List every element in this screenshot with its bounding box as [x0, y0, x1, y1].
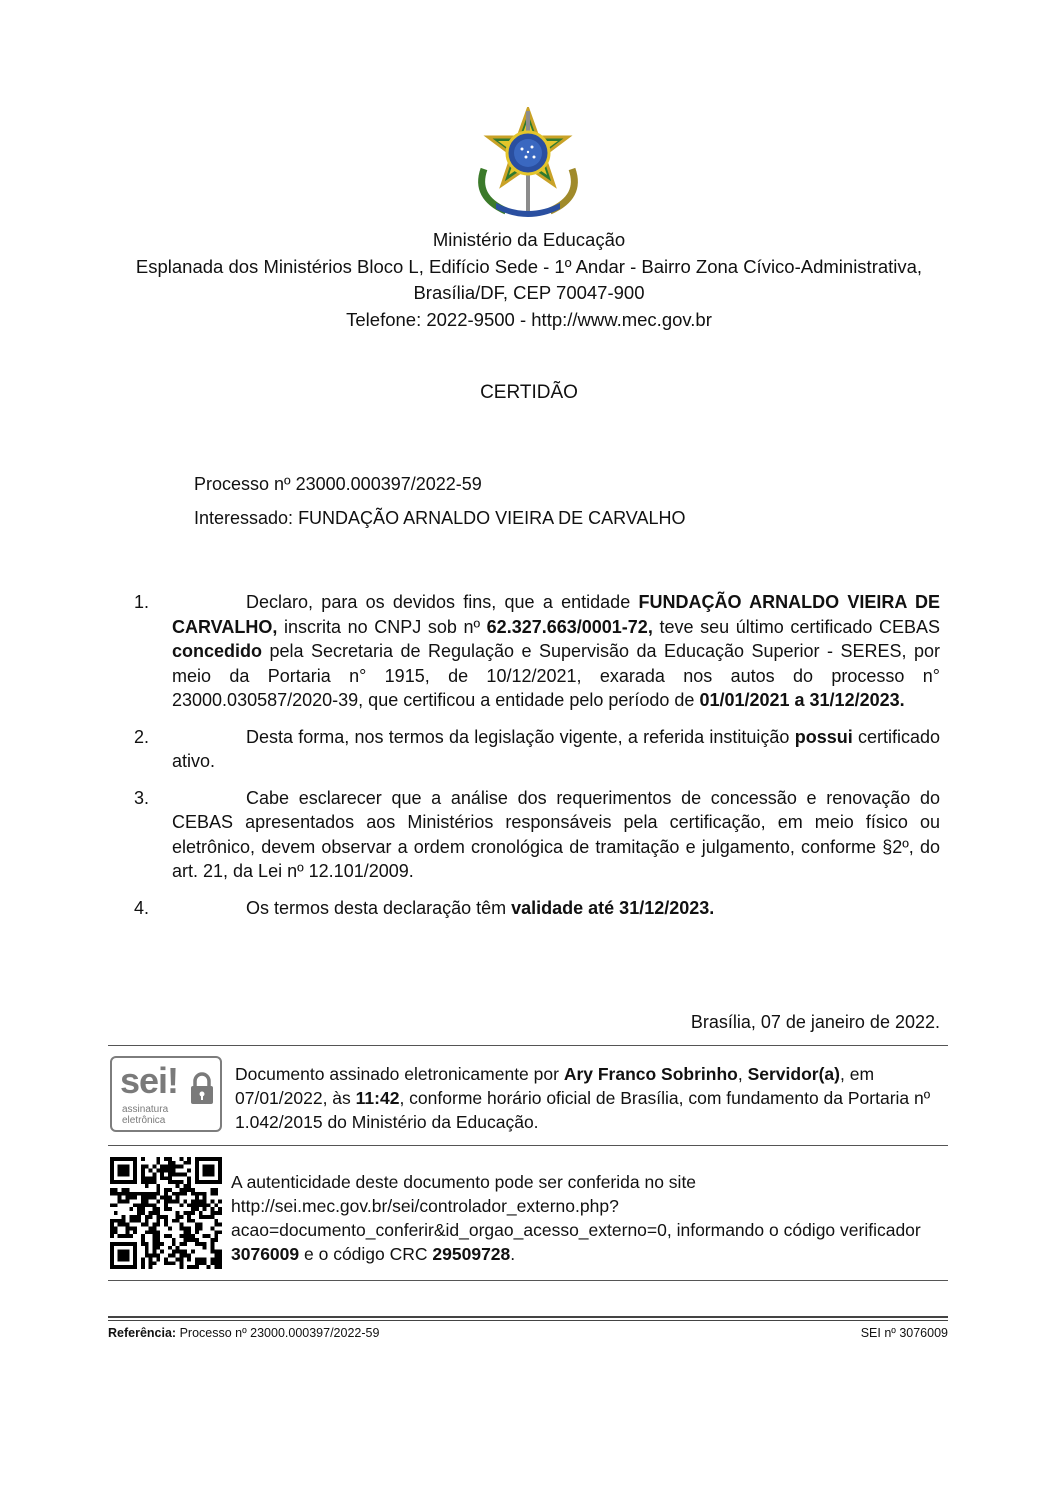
sei-logo-text: sei!: [120, 1060, 179, 1101]
footer-reference: [108, 1326, 379, 1340]
signature-text-segment: , em 07/01/2022, às: [235, 1064, 875, 1108]
declaration-item: [134, 590, 940, 713]
item-number: 1.: [134, 592, 150, 612]
verification-url: http://sei.mec.gov.br/sei/controlador_externo.php?: [231, 1196, 619, 1216]
item-text: [172, 725, 940, 774]
item-number: 4.: [134, 897, 150, 918]
date-line: Brasília, 07 de janeiro de 2022.: [690, 1012, 940, 1032]
qr-code: [110, 1157, 222, 1269]
divider: [108, 1045, 948, 1046]
signer-role: Servidor(a): [747, 1064, 840, 1084]
divider: [108, 1145, 948, 1146]
authenticity-line: acao=documento_conferir&id_orgao_acesso_externo=0, informando o código verificador: [231, 1220, 921, 1240]
authenticity-codes: [231, 1242, 946, 1266]
footer-sei-number: SEI nº 3076009: [860, 1326, 948, 1340]
item-text-segment: teve seu último certificado CEBAS: [652, 616, 941, 637]
authenticity-text-segment: e o código CRC: [299, 1244, 433, 1264]
signature-text-segment: , conforme horário oficial de Brasília, com fundamento da Portaria nº 1.042/2015 do Ministério da Educação.: [235, 1088, 931, 1132]
item-text-segment: Os termos desta declaração têm: [246, 897, 512, 918]
item-text-segment: Cabe esclarecer que a análise dos requerimentos de concessão e renovação do CEBAS apresentados aos Ministérios responsáveis pela certificação, em meio físico ou eletrônico, devem observar a ordem cronológica de tramitação e julgamento, conforme §2º, do art. 21, da Lei nº 12.101/2009.: [172, 787, 940, 881]
validity-period: 01/01/2021 a 31/12/2023.: [699, 690, 905, 710]
entity-name: FUNDAÇÃO ARNALDO VIEIRA DE CARVALHO,: [172, 592, 940, 637]
divider: [108, 1280, 948, 1281]
interested-party: Interessado: FUNDAÇÃO ARNALDO VIEIRA DE CARVALHO: [194, 508, 686, 528]
item-text: [172, 896, 940, 921]
address-line-2: Brasília/DF, CEP 70047-900: [413, 282, 645, 303]
sei-signature-logo: [110, 1056, 222, 1132]
sei-logo-subtitle-line: assinatura: [122, 1104, 169, 1115]
signature-time: 11:42: [355, 1088, 400, 1108]
item-text: [172, 590, 940, 713]
item-text-segment: Declaro, para os devidos fins, que a entidade: [246, 592, 639, 612]
item-number: 3.: [134, 787, 150, 808]
validity-date: validade até 31/12/2023.: [511, 897, 715, 918]
signer-name: Ary Franco Sobrinho: [563, 1064, 738, 1084]
item-number: 2.: [134, 726, 150, 747]
sei-logo-subtitle: [122, 1104, 168, 1126]
authenticity-statement: [231, 1170, 946, 1266]
process-number: Processo nº 23000.000397/2022-59: [194, 474, 482, 494]
declaration-items: [134, 590, 940, 932]
verifier-code: 3076009: [231, 1244, 300, 1264]
signature-text-segment: ,: [737, 1064, 748, 1084]
footer-rule: [108, 1316, 948, 1318]
footer-reference-label: Referência:: [108, 1326, 177, 1340]
letterhead: [60, 227, 998, 333]
status-granted: concedido: [172, 641, 263, 661]
item-text-segment: pela Secretaria de Regulação e Supervisão da Educação Superior - SERES, por meio da Portaria n° 1915, de 10/12/2021, exarada nos autos do processo n° 23000.030587/2020-39, que certificou a entidade pelo período de: [172, 641, 940, 710]
document-title: CERTIDÃO: [480, 382, 578, 403]
authenticity-line: A autenticidade deste documento pode ser conferida no site: [231, 1172, 697, 1192]
signature-statement: [235, 1062, 940, 1134]
item-text: [172, 786, 940, 884]
sei-logo-subtitle-line: eletrônica: [122, 1115, 166, 1126]
authenticity-text-segment: .: [510, 1244, 516, 1264]
lock-icon: [190, 1072, 214, 1106]
item-text-segment: inscrita no CNPJ sob nº: [277, 616, 487, 637]
crc-code: 29509728: [432, 1244, 511, 1264]
declaration-item: [134, 896, 940, 921]
item-text-segment: certificado ativo.: [172, 726, 940, 771]
status-possui: possui: [794, 726, 853, 747]
address-line-1: Esplanada dos Ministérios Bloco L, Edifício Sede - 1º Andar - Bairro Zona Cívico-Administrativa,: [135, 255, 923, 277]
footer-reference-value: Processo nº 23000.000397/2022-59: [176, 1326, 380, 1340]
coat-of-arms-emblem: [466, 107, 590, 223]
declaration-item: [134, 786, 940, 884]
contact-line: Telefone: 2022-9500 - http://www.mec.gov.br: [346, 308, 712, 330]
item-text-segment: Desta forma, nos termos da legislação vigente, a referida instituição: [246, 726, 795, 747]
ministry-name: Ministério da Educação: [432, 229, 626, 250]
signature-text-segment: Documento assinado eletronicamente por: [235, 1064, 564, 1084]
cnpj-number: 62.327.663/0001-72,: [486, 616, 653, 637]
footer-rule: [108, 1320, 948, 1321]
declaration-item: [134, 725, 940, 774]
